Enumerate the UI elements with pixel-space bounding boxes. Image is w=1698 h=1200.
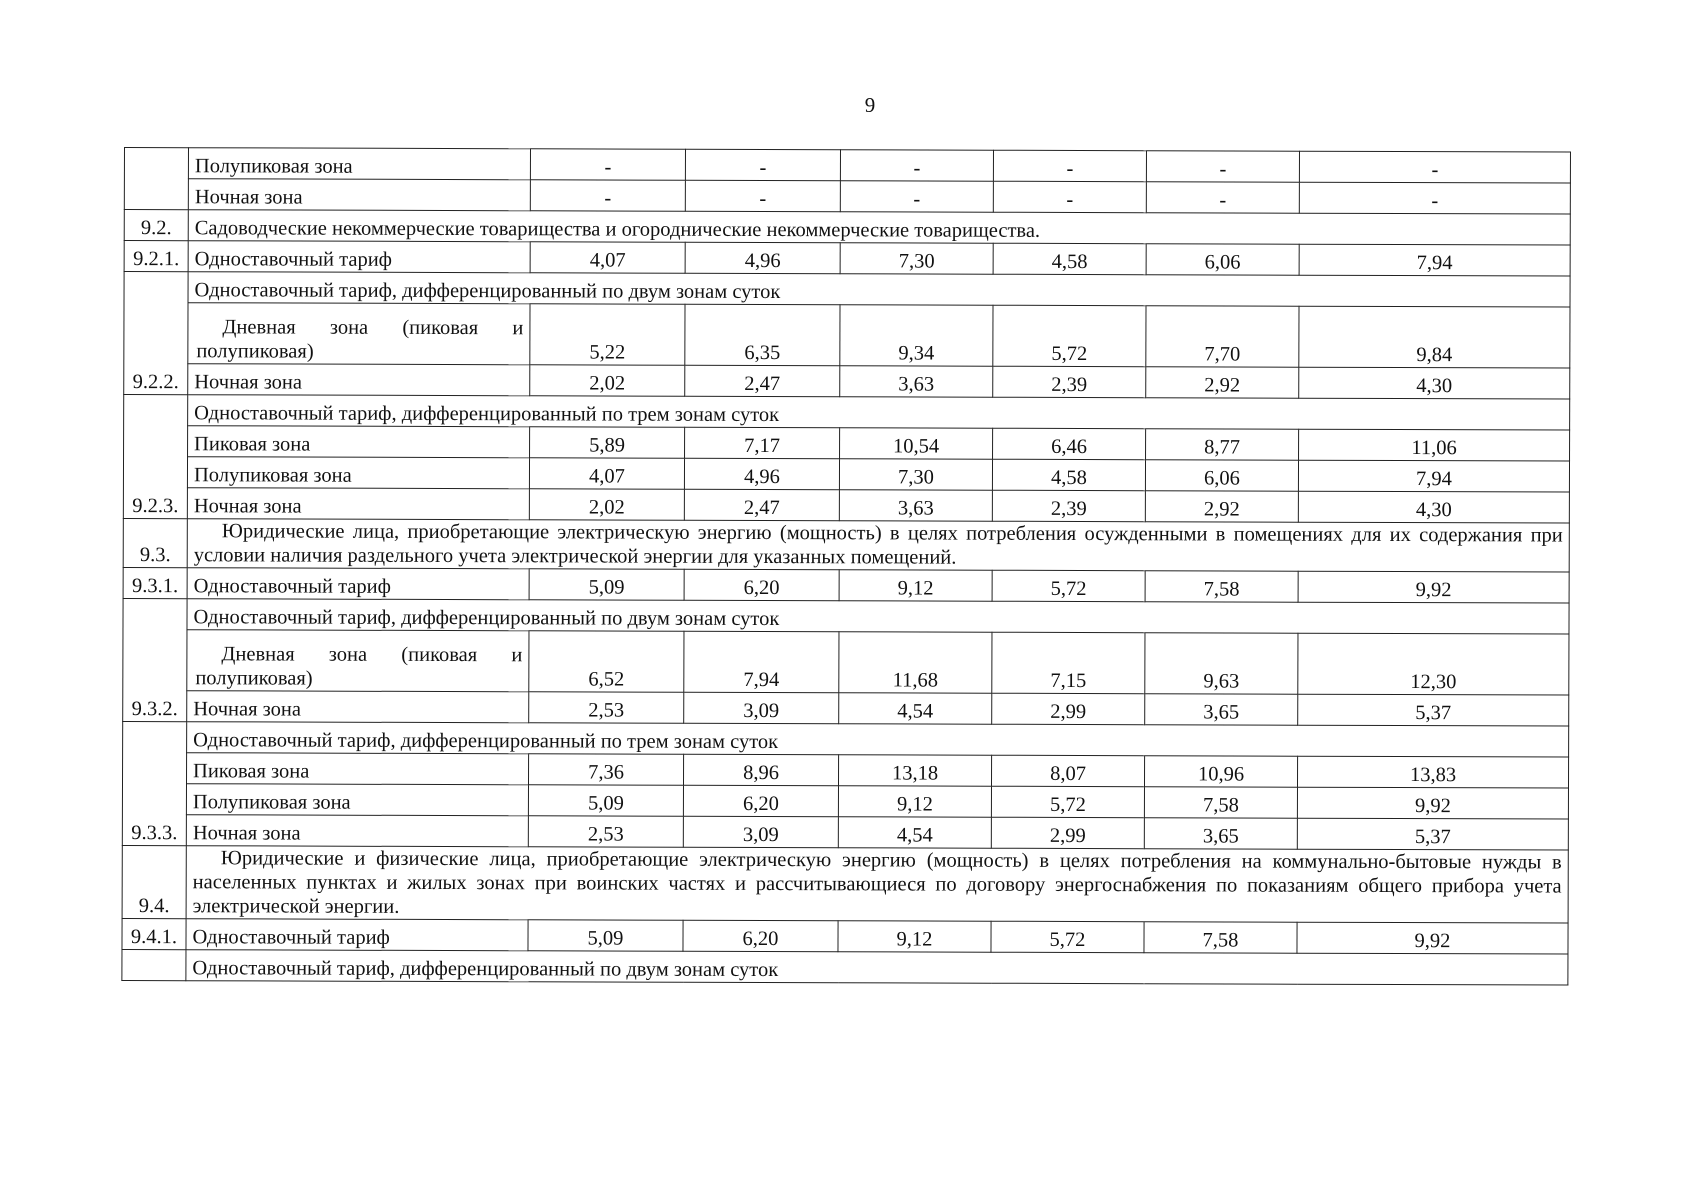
table-row — [123, 457, 1569, 493]
value-cell: 4,96 — [684, 458, 839, 489]
value-cell: 5,72 — [992, 570, 1145, 601]
section-title: Юридические и физические лица, приобретающие электрическую энергию (мощность) в целях потребления на коммунально-бытовые нужды в населенных пунктах и жилых зонах при воинских частях и рассчитывающиеся по договору энергоснабжения по показаниям общего прибора учета электрической энергии. — [186, 846, 1568, 923]
value-cell: 7,15 — [992, 632, 1145, 693]
value-cell: 7,58 — [1144, 787, 1297, 818]
value-cell: 5,09 — [528, 920, 683, 951]
value-cell: 7,36 — [528, 754, 683, 785]
subsection-title: Одноставочный тариф, дифференцированный по двум зонам суток — [186, 950, 1568, 985]
value-cell: 5,72 — [991, 786, 1144, 817]
value-cell: 2,92 — [1146, 367, 1299, 398]
value-cell: - — [1146, 182, 1299, 213]
value-cell: 9,63 — [1145, 633, 1298, 694]
value-cell: 10,54 — [840, 428, 993, 459]
value-cell: 5,72 — [991, 921, 1144, 952]
table-row — [124, 303, 1570, 369]
row-label: Пиковая зона — [188, 426, 530, 458]
value-cell: 13,18 — [838, 755, 991, 786]
value-cell: 2,53 — [529, 692, 684, 723]
row-label: Ночная зона — [187, 488, 529, 520]
table-row — [122, 783, 1568, 819]
row-number — [122, 949, 186, 980]
page-number: 9 — [864, 93, 876, 117]
value-cell: 9,34 — [840, 305, 993, 366]
table-row — [123, 629, 1569, 695]
value-cell: - — [530, 180, 685, 211]
value-cell: - — [840, 181, 993, 212]
row-number: 9.2.2. — [124, 272, 188, 395]
value-cell: 8,77 — [1146, 429, 1299, 460]
value-cell: - — [1299, 151, 1570, 183]
value-cell: 2,99 — [991, 817, 1144, 848]
value-cell: 7,94 — [1298, 460, 1569, 492]
row-number: 9.2.1. — [124, 241, 188, 272]
label-word: (пиковая — [402, 316, 479, 340]
label-continuation: полупиковая) — [195, 667, 313, 690]
value-cell: 6,20 — [683, 920, 838, 951]
value-cell: 7,94 — [684, 631, 839, 692]
value-cell: 2,39 — [992, 490, 1145, 521]
value-cell: 4,30 — [1298, 491, 1569, 523]
row-number — [124, 148, 188, 210]
row-label: Одноставочный тариф — [187, 568, 529, 600]
subsection-row — [124, 395, 1570, 431]
value-cell: 5,09 — [529, 569, 684, 600]
value-cell: - — [530, 149, 685, 180]
section-title: Садоводческие некоммерческие товарищества и огороднические некоммерческие товарищества. — [188, 210, 1570, 245]
value-cell: - — [685, 180, 840, 211]
table-row — [122, 918, 1568, 954]
label-word: и — [511, 644, 523, 667]
value-cell: 9,92 — [1297, 787, 1568, 819]
value-cell: 7,70 — [1146, 306, 1299, 367]
table-row — [124, 179, 1570, 215]
value-cell: 2,92 — [1145, 491, 1298, 522]
section-row — [122, 845, 1568, 923]
table-row — [123, 752, 1569, 788]
value-cell: 6,20 — [684, 569, 839, 600]
value-cell: 2,99 — [992, 693, 1145, 724]
value-cell: 2,47 — [685, 365, 840, 396]
subsection-row — [122, 949, 1568, 985]
value-cell: - — [993, 150, 1146, 181]
value-cell: 7,17 — [685, 427, 840, 458]
label-word: зона — [328, 643, 368, 666]
value-cell: 10,96 — [1144, 756, 1297, 787]
label-word: (пиковая — [401, 643, 478, 667]
row-label: Одноставочный тариф — [188, 241, 530, 273]
value-cell: 7,30 — [839, 459, 992, 490]
value-cell: 2,02 — [529, 489, 684, 520]
table-row — [122, 814, 1568, 850]
value-cell: 2,02 — [530, 365, 685, 396]
value-cell: 12,30 — [1298, 633, 1569, 695]
section-title: Юридические лица, приобретающие электрическую энергию (мощность) в целях потребления осужденными в помещениях для их содержания при условии наличия раздельного учета электрической энергии для указанных помещений. — [187, 519, 1569, 572]
subsection-row — [124, 272, 1570, 308]
row-label: Полупиковая зона — [188, 148, 530, 180]
value-cell: - — [1146, 151, 1299, 182]
table-row — [124, 426, 1570, 462]
row-number: 9.3.2. — [123, 598, 187, 721]
row-label: Одноставочный тариф — [186, 919, 528, 951]
value-cell: 11,06 — [1299, 429, 1570, 461]
value-cell: 9,12 — [838, 921, 991, 952]
row-label: Пиковая зона — [187, 753, 529, 785]
row-number: 9.2. — [124, 210, 188, 241]
table-row — [124, 241, 1570, 277]
value-cell: - — [1299, 182, 1570, 214]
subsection-title: Одноставочный тариф, дифференцированный по двум зонам суток — [188, 272, 1570, 307]
value-cell: - — [840, 150, 993, 181]
value-cell: 2,47 — [684, 489, 839, 520]
value-cell: 4,07 — [530, 242, 685, 273]
row-number: 9.4. — [122, 845, 186, 918]
value-cell: 6,46 — [993, 428, 1146, 459]
value-cell: 11,68 — [839, 632, 992, 693]
value-cell: 4,58 — [993, 243, 1146, 274]
value-cell: 3,09 — [684, 692, 839, 723]
value-cell: 6,35 — [685, 304, 840, 365]
subsection-title: Одноставочный тариф, дифференцированный по трем зонам суток — [187, 722, 1569, 757]
value-cell: 4,54 — [839, 693, 992, 724]
section-row — [123, 518, 1569, 572]
label-continuation: полупиковая) — [196, 340, 314, 363]
value-cell: 4,07 — [529, 458, 684, 489]
table-row — [123, 487, 1569, 523]
value-cell: 4,54 — [838, 817, 991, 848]
value-cell: 7,94 — [1299, 244, 1570, 276]
row-label: Полупиковая зона — [187, 457, 529, 489]
table-row — [123, 690, 1569, 726]
value-cell: 6,52 — [529, 631, 684, 692]
label-word: Дневная — [222, 316, 296, 339]
row-number: 9.3. — [123, 518, 187, 567]
value-cell: 9,92 — [1298, 571, 1569, 603]
row-label — [187, 630, 529, 692]
tariff-table — [121, 147, 1571, 986]
row-number: 9.3.3. — [122, 721, 186, 845]
value-cell: 5,22 — [530, 304, 685, 365]
value-cell: 9,12 — [838, 786, 991, 817]
value-cell: 7,58 — [1145, 571, 1298, 602]
value-cell: 5,89 — [530, 427, 685, 458]
value-cell: - — [993, 181, 1146, 212]
label-word: зона — [329, 316, 369, 339]
table-row — [124, 364, 1570, 400]
row-label: Ночная зона — [187, 691, 529, 723]
value-cell: 5,72 — [993, 305, 1146, 366]
subsection-title: Одноставочный тариф, дифференцированный по трем зонам суток — [188, 395, 1570, 430]
row-label — [188, 303, 530, 365]
value-cell: - — [685, 149, 840, 180]
value-cell: 6,06 — [1145, 460, 1298, 491]
value-cell: 3,65 — [1144, 818, 1297, 849]
value-cell: 5,09 — [528, 785, 683, 816]
value-cell: 8,07 — [991, 755, 1144, 786]
tariff-sheet — [121, 147, 1570, 986]
row-label: Ночная зона — [186, 815, 528, 847]
value-cell: 13,83 — [1297, 756, 1568, 788]
value-cell: 2,39 — [993, 366, 1146, 397]
value-cell: 6,06 — [1146, 244, 1299, 275]
value-cell: 5,37 — [1297, 818, 1568, 850]
value-cell: 5,37 — [1298, 694, 1569, 726]
row-number: 9.4.1. — [122, 918, 186, 949]
value-cell: 3,09 — [683, 816, 838, 847]
subsection-row — [123, 598, 1569, 634]
subsection-title: Одноставочный тариф, дифференцированный по двум зонам суток — [187, 599, 1569, 634]
row-label: Полупиковая зона — [186, 784, 528, 816]
value-cell: 4,96 — [685, 242, 840, 273]
value-cell: 6,20 — [683, 785, 838, 816]
value-cell: 9,84 — [1299, 306, 1570, 368]
value-cell: 4,58 — [992, 459, 1145, 490]
row-number: 9.3.1. — [123, 567, 187, 598]
value-cell: 9,12 — [839, 570, 992, 601]
row-number: 9.2.3. — [123, 395, 187, 519]
value-cell: 3,65 — [1145, 694, 1298, 725]
value-cell: 2,53 — [528, 816, 683, 847]
row-label: Ночная зона — [188, 179, 530, 211]
value-cell: 4,30 — [1299, 367, 1570, 399]
value-cell: 7,58 — [1144, 922, 1297, 953]
value-cell: 9,92 — [1297, 922, 1568, 954]
section-row — [124, 210, 1570, 246]
value-cell: 8,96 — [683, 754, 838, 785]
value-cell: 7,30 — [840, 243, 993, 274]
value-cell: 3,63 — [839, 490, 992, 521]
subsection-row — [123, 721, 1569, 757]
label-word: и — [512, 317, 524, 340]
table-row — [124, 148, 1570, 184]
row-label: Ночная зона — [188, 364, 530, 396]
value-cell: 3,63 — [840, 366, 993, 397]
label-word: Дневная — [221, 643, 295, 666]
table-row — [123, 567, 1569, 603]
